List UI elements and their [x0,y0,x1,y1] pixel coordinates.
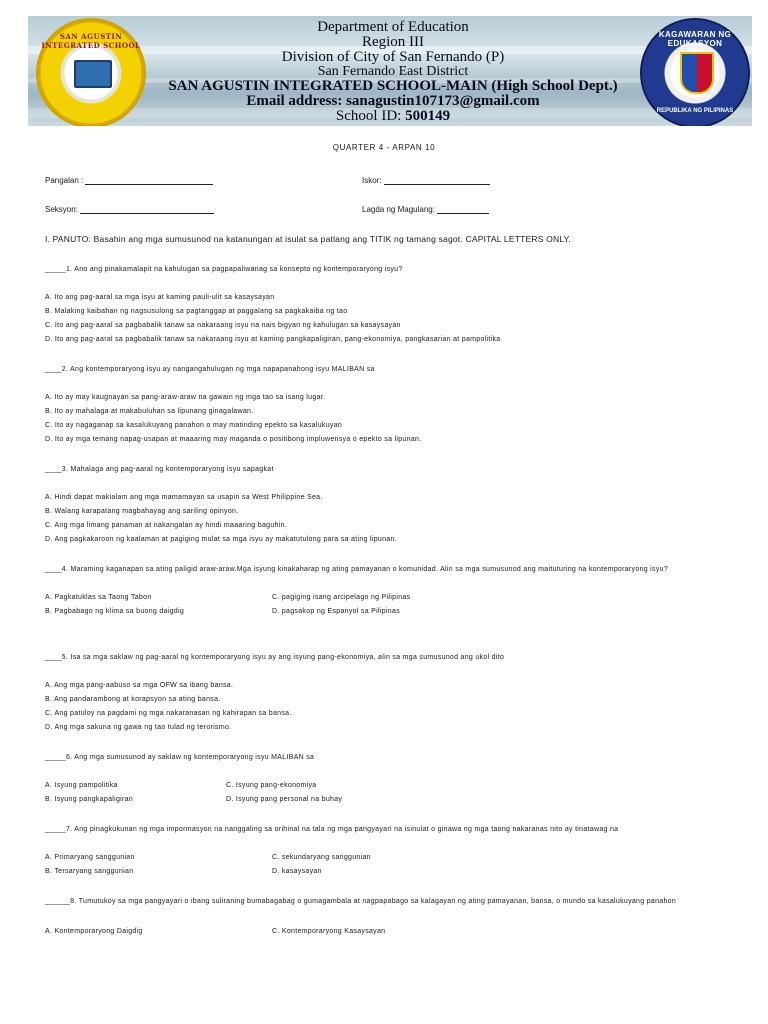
q3-option-a: A. Hindi dapat makialam ang mga mamamayan sa usapin sa West Philippine Sea. [45,494,323,501]
quarter-title: QUARTER 4 - ARPAN 10 [332,143,436,152]
iskor-field [362,176,490,185]
question-6: _____6. Ang mga sumusunod ay saklaw ng kontemporaryong isyu MALIBAN sa [45,754,315,761]
q6-option-a: A. Isyung pampolitika [45,782,118,789]
q5-option-c: C. Ang patuloy na pagdami ng mga nakaranasan ng kahirapan sa bansa. [45,710,292,717]
q2-option-b: B. Ito ay mahalaga at makabuluhan sa lipunang ginagalawan. [45,408,254,415]
q3-option-d: D. Ang pagkakaroon ng kaalaman at pagiging mulat sa mga isyu ay makatutulong para sa ating lipunan. [45,536,397,543]
pangalan-field [45,176,213,185]
school-seal-text: SAN AGUSTIN INTEGRATED SCHOOL [41,32,141,50]
seksyon-blank[interactable] [80,205,214,214]
q4-option-d: D. pagsakop ng Espanyol sa Pilipinas [272,608,400,615]
school-id-value: 500149 [405,108,451,124]
q6-option-c: C. Isyung pang-ekonomiya [226,782,317,789]
q7-option-d: D. kasaysayan [272,868,322,875]
q7-option-c: C. sekundaryang sanggunian [272,854,371,861]
q3-option-c: C. Ang mga limang panaman at nakangalan ay hindi maaaring baguhin. [45,522,288,529]
q5-option-d: D. Ang mga sakuna ng gawa ng tao tulad ng terorismo. [45,724,232,731]
question-4: ____4. Maraming kaganapan sa ating paligid araw-araw.Mga isyung kinakaharap ng ating pamayanan o komunidad. Alin sa mga sumusunod ang maituturing na kontemporaryong isyu? [45,566,669,573]
q3-option-b: B. Walang karapatang magbahayag ang sariling opinyon. [45,508,239,515]
question-7: _____7. Ang pinagkukunan ng mga impormasyon na nanggaling sa orihinal na tala ng mga pangyayari na isinulat o ginawa ng mga taong nakaranas nito ay tinatawag na [45,826,619,833]
q1-option-d: D. Ito ang pag-aaral sa pagbabalik tanaw sa nakaraang isyu at kaming pangkapaligiran, pang-ekonomiya, pangkasarian at pampolitika [45,336,501,343]
q2-option-c: C. Ito ay nagaganap sa kasalukuyang panahon o may matinding epekto sa kasalukuyan [45,422,343,429]
q5-option-a: A. Ang mga pang-aabuso sa mga OFW sa ibang bansa. [45,682,234,689]
region-title: Region III [361,34,425,50]
question-2: ____2. Ang kontemporaryong isyu ay nangangahulugan ng mga napapanahong isyu MALIBAN sa [45,366,375,373]
q1-option-b: B. Malaking kaibahan ng nagsusulong sa pagtanggap at paggalang sa pagkakaiba ng tao [45,308,348,315]
q4-option-a: A. Pagkatuklas sa Taong Tabon [45,594,152,601]
school-id-line [148,109,638,124]
q8-option-a: A. Kontemporaryong Daigdig [45,928,143,935]
q7-option-a: A. Primaryang sanggunian [45,854,135,861]
letterhead-text [148,20,638,124]
school-name: SAN AGUSTIN INTEGRATED SCHOOL-MAIN (High School Dept.) [168,78,618,94]
seksyon-field [45,205,214,214]
book-emblem-icon [74,60,112,88]
question-8: ______8. Tumutukoy sa mga pangyayari o ibang suliraning bumabagabag o gumagambala at nagpapabago sa kalagayan ng ating pamayanan, bansa, o mundo sa kasalukuyang panahon [45,898,677,905]
question-3: ____3. Mahalaga ang pag-aaral ng kontemporaryong isyu sapagkat [45,466,274,473]
pangalan-blank[interactable] [85,176,213,185]
district-title: San Fernando East District [317,64,469,79]
department-title: Department of Education [317,19,469,35]
iskor-label: Iskor: [362,176,382,185]
lagda-label: Lagda ng Magulang: [362,205,435,214]
email-label: Email address: [246,93,347,109]
question-1: _____1. Ano ang pinakamalapit na kahulugan sa pagpapaliwanag sa konsepto ng kontemporaryong isyu? [45,266,403,273]
q6-option-d: D. Isyung pang personal na buhay [226,796,343,803]
q1-option-a: A. Ito ang pag-aaral sa mga isyu at kaming pauli-ulit sa kasaysayan [45,294,275,301]
letterhead-banner [28,16,752,126]
lagda-field [362,205,489,214]
q4-option-b: B. Pagbabago ng klima sa buong daigdig [45,608,185,615]
q5-option-b: B. Ang pandarambong at korapsyon sa ating bansa. [45,696,221,703]
school-id-label: School ID: [335,108,406,124]
email-line [148,94,638,109]
deped-seal-text: KAGAWARAN NG EDUKASYON [658,30,732,48]
lagda-blank[interactable] [437,205,489,214]
q6-option-b: B. Isyung pangkapaligiran [45,796,134,803]
q1-option-c: C. Ito ang pag-aaral sa pagbabalik tanaw sa nakaraang isyu na nais bigyan ng kahulugan sa kasaysayan [45,322,401,329]
instructions: I. PANUTO: Basahin ang mga sumusunod na katanungan at isulat sa patlang ang TITIK ng tamang sagot. CAPITAL LETTERS ONLY. [45,234,571,244]
email-value: sanagustin107173@gmail.com [346,93,540,109]
question-5: ____5. Isa sa mga saklaw ng pag-aaral ng kontemporaryong isyu ay ang isyung pang-ekonomiya, alin sa mga sumusunod ang ukol dito [45,654,505,661]
seksyon-label: Seksyon: [45,205,78,214]
shield-emblem-icon [680,52,714,94]
q2-option-d: D. Ito ay mga temang napag-usapan at maaaring may maganda o positibong impluwensya o epekto sa lipunan. [45,436,422,443]
iskor-blank[interactable] [384,176,490,185]
q2-option-a: A. Ito ay may kaugnayan sa pang-araw-araw na gawain ng mga tao sa isang lugar. [45,394,326,401]
q7-option-b: B. Tersaryang sanggunian [45,868,134,875]
q4-option-c: C. pagiging isang arcipelago ng Pilipinas [272,594,411,601]
division-title: Division of City of San Fernando (P) [281,49,505,65]
deped-seal-bottom-text: REPUBLIKA NG PILIPINAS [656,108,734,114]
pangalan-label: Pangalan : [45,176,84,185]
q8-option-c: C. Kontemporaryong Kasaysayan [272,928,386,935]
school-seal-logo [36,18,146,126]
deped-seal-logo [640,18,750,126]
